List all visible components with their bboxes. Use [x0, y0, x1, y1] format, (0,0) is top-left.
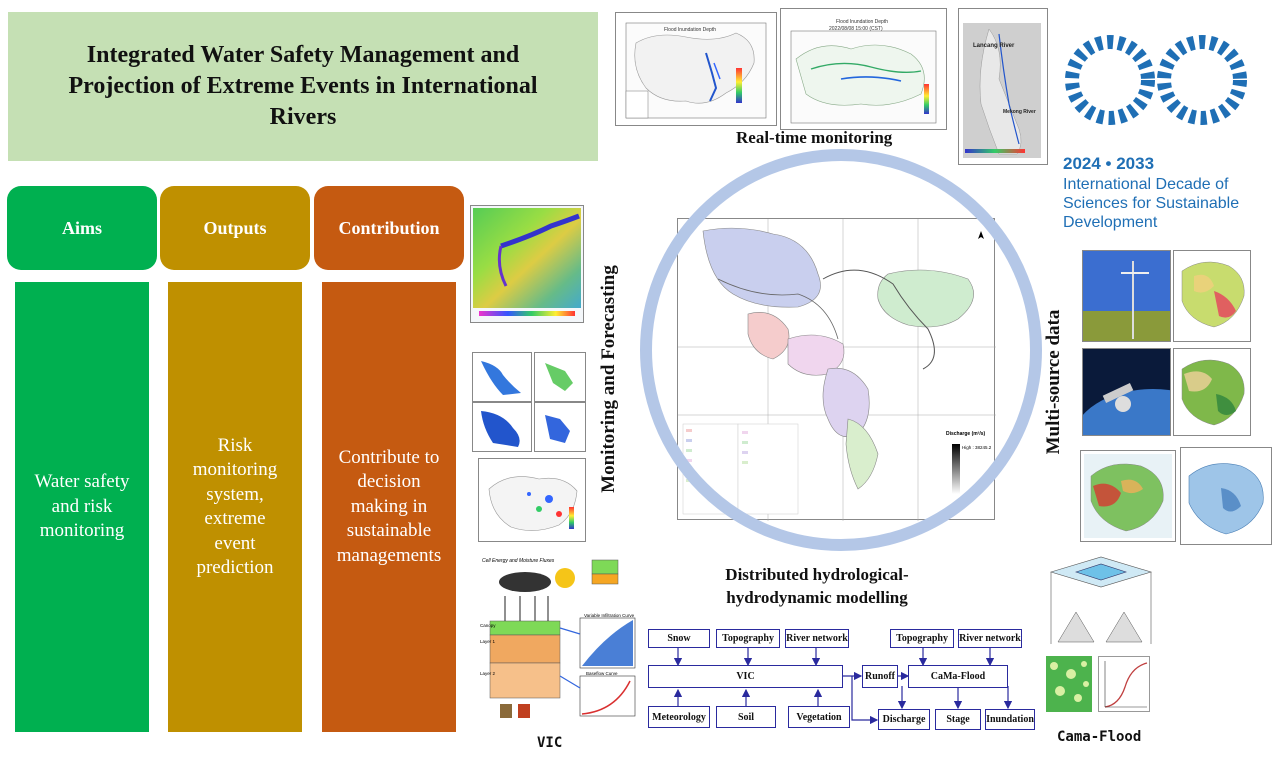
vic-model-box — [648, 665, 843, 688]
inundation-label: Inundation — [986, 714, 1034, 725]
dem-map-graphic — [471, 206, 583, 322]
land-cover-map-2-graphic — [1174, 349, 1250, 435]
decade-line-1: International Decade of — [1063, 176, 1229, 193]
realtime-label: Real-time monitoring — [736, 128, 893, 147]
contribution-header — [314, 186, 464, 270]
aims-column — [15, 282, 149, 732]
contribution-column — [322, 282, 456, 732]
river-network-box-2 — [958, 629, 1022, 648]
modelling-label: Distributed hydrological-hydrodynamic modelling — [725, 565, 909, 607]
snow-label: Snow — [667, 633, 691, 644]
weather-station-graphic — [1083, 251, 1170, 341]
vic-canopy: Canopy — [480, 623, 496, 628]
cama-curve-graphic — [1099, 657, 1151, 713]
topography-label-1: Topography — [722, 633, 774, 644]
vic-caption: VIC — [537, 735, 563, 751]
soil-label: Soil — [737, 711, 755, 723]
camaflood-label: CaMa-Flood — [930, 671, 986, 682]
snow-box — [648, 629, 710, 648]
flood-panel-c-graphic — [473, 403, 531, 451]
flood-panel-a — [472, 352, 532, 402]
dem-china-graphic — [1081, 451, 1175, 541]
river-network-box-1 — [785, 629, 849, 648]
vic-model-label: VIC — [736, 671, 755, 682]
runoff-box — [862, 665, 898, 688]
outputs-label: Outputs — [203, 217, 267, 238]
cama-schematic-graphic — [1046, 552, 1154, 647]
contribution-label: Contribution — [338, 217, 440, 238]
flood-panel-d — [534, 402, 586, 452]
land-cover-map-1 — [1173, 250, 1251, 342]
mekong-basin-map — [958, 8, 1048, 165]
multisource-wrapper — [1043, 262, 1067, 502]
grid-china-map — [1180, 447, 1272, 545]
title-banner — [8, 12, 598, 161]
flood-panel-b — [534, 352, 586, 402]
decade-line-3: Development — [1063, 214, 1158, 231]
contribution-text: Contribute to decision making in sustainable managements — [336, 446, 442, 566]
weather-station-photo — [1082, 250, 1171, 342]
aims-header — [7, 186, 157, 270]
dem-china-map — [1080, 450, 1176, 542]
outputs-column — [168, 282, 302, 732]
map-2-date: 2022/08/08 15:00 (CST) — [829, 26, 883, 32]
outputs-text: Risk monitoring system, extreme event prediction — [192, 434, 278, 578]
map-1-title: Flood Inundation Depth — [664, 27, 716, 33]
topography-box-2 — [890, 629, 954, 648]
cama-flood-caption: Cama-Flood — [1057, 729, 1142, 745]
forecast-map-thumb — [478, 458, 586, 542]
lancang-label: Lancang River — [973, 43, 1015, 49]
topography-box-1 — [716, 629, 780, 648]
satellite-photo — [1082, 348, 1171, 436]
flood-depth-map-1 — [615, 12, 777, 126]
vic-curve-1: Variable Infiltration Curve — [584, 613, 635, 618]
decade-logo-icon — [1060, 22, 1260, 147]
vic-diagram-title: Cell Energy and Moisture Fluxes — [482, 558, 555, 564]
vic-layer-1: Layer 1 — [480, 639, 496, 644]
vic-diagram-graphic — [480, 556, 640, 726]
flood-panel-a-graphic — [473, 353, 531, 401]
mekong-map-graphic — [959, 9, 1047, 164]
cama-grid-graphic — [1046, 656, 1092, 712]
vegetation-label: Vegetation — [796, 711, 842, 723]
river-network-label-1: River network — [786, 633, 848, 644]
river-network-label-2: River network — [959, 633, 1021, 644]
discharge-label: Discharge — [882, 714, 926, 725]
page-title: Integrated Water Safety Management and Projection of Extreme Events in International Rivers — [68, 42, 538, 130]
camaflood-box — [908, 665, 1008, 688]
monitoring-forecasting-wrapper — [598, 249, 622, 509]
aims-label: Aims — [62, 217, 102, 238]
decade-line-2: Sciences for Sustainable — [1063, 195, 1240, 212]
unesco-decade-logo — [1060, 22, 1260, 147]
outputs-header — [160, 186, 310, 270]
runoff-label: Runoff — [864, 671, 895, 682]
cama-grid-map — [1046, 656, 1092, 712]
decade-title — [1063, 175, 1239, 232]
meteorology-label: Meteorology — [652, 711, 706, 723]
stage-label: Stage — [946, 714, 970, 725]
flood-panel-c — [472, 402, 532, 452]
discharge-legend-title: Discharge (m³/s) — [946, 431, 986, 437]
vic-model-diagram — [480, 556, 640, 726]
discharge-box — [878, 709, 930, 730]
aims-text: Water safety and risk monitoring — [34, 471, 130, 542]
inundation-box — [985, 709, 1035, 730]
map-2-title: Flood Inundation Depth — [836, 19, 888, 25]
vegetation-box — [788, 706, 850, 728]
forecast-map-graphic — [479, 459, 585, 541]
flood-panel-b-graphic — [535, 353, 585, 401]
stage-box — [935, 709, 981, 730]
grid-china-graphic — [1181, 448, 1271, 544]
mekong-label: Mekong River — [1003, 109, 1036, 115]
multisource-label: Multi-source data — [1043, 309, 1064, 455]
vic-curve-2: Baseflow Curve — [586, 671, 618, 676]
vic-layer-2: Layer 2 — [480, 671, 496, 676]
topography-label-2: Topography — [896, 633, 948, 644]
dem-map-thumb — [470, 205, 584, 323]
flood-depth-map-2 — [780, 8, 947, 130]
land-cover-map-1-graphic — [1174, 251, 1250, 341]
soil-box — [716, 706, 776, 728]
flood-panel-d-graphic — [535, 403, 585, 451]
monitoring-forecasting-label: Monitoring and Forecasting — [598, 265, 619, 493]
land-cover-map-2 — [1173, 348, 1251, 436]
satellite-graphic — [1083, 349, 1170, 435]
cama-curve-plot — [1098, 656, 1150, 712]
meteorology-box — [648, 706, 710, 728]
central-ring — [640, 149, 1042, 551]
discharge-legend-high: High : 38245.2 — [962, 445, 992, 450]
decade-years: 2024 • 2033 — [1063, 154, 1155, 173]
cama-flood-schematic — [1046, 552, 1154, 647]
